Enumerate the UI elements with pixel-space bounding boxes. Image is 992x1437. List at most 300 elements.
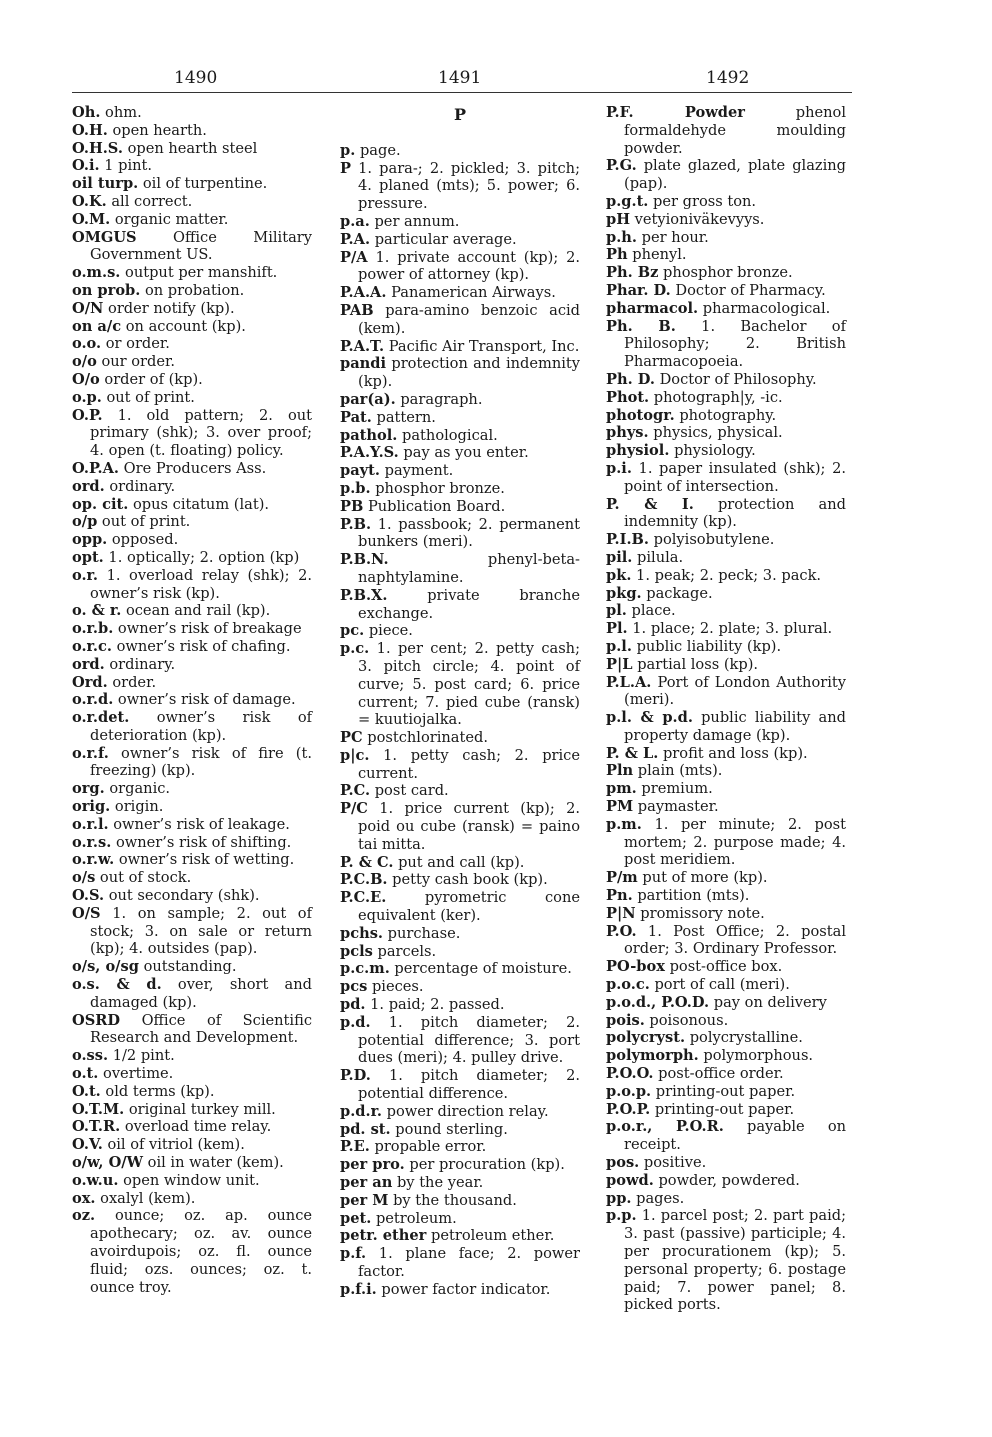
entry-definition: 1. Post Office; 2. postal order; 3. Ordinary Professor. [624, 922, 846, 958]
dictionary-entry [340, 800, 580, 853]
entry-definition: 1. price current (kp); 2. poid ou cube (ransk) = paino tai mitta. [358, 800, 580, 853]
entry-abbreviation: Ph. D. [606, 370, 655, 388]
dictionary-entry [606, 1083, 846, 1101]
entry-abbreviation: o.r.c. [72, 637, 112, 655]
dictionary-entry [606, 300, 846, 318]
dictionary-entry [72, 656, 312, 674]
entry-definition: order. [112, 673, 157, 691]
dictionary-entry [606, 496, 846, 532]
entry-definition: partition (mts). [637, 887, 750, 905]
entry-definition: Publication Board. [367, 497, 506, 515]
entry-definition: per procuration (kp). [409, 1156, 565, 1174]
entry-abbreviation: o/o [72, 353, 97, 371]
entry-definition: page. [359, 141, 401, 159]
dictionary-entry [72, 300, 312, 318]
entry-abbreviation: p.l. [606, 637, 632, 655]
dictionary-entry [606, 602, 846, 620]
entry-abbreviation: polymorph. [606, 1047, 699, 1065]
dictionary-entry [72, 1065, 312, 1083]
dictionary-entry [606, 780, 846, 798]
dictionary-entry [340, 391, 580, 409]
entry-definition: purchase. [387, 924, 461, 942]
entry-definition: ocean and rail (kp). [125, 602, 271, 620]
entry-abbreviation: P.F. Powder [606, 104, 745, 121]
dictionary-entry [72, 513, 312, 531]
entry-abbreviation: pcs [340, 978, 368, 996]
entry-definition: Pacific Air Transport, Inc. [388, 337, 580, 355]
dictionary-entry [72, 104, 312, 122]
dictionary-entry [72, 1047, 312, 1065]
dictionary-entry [340, 1192, 580, 1210]
entry-abbreviation: o.t. [72, 1065, 99, 1083]
entry-abbreviation: P/A [340, 248, 368, 266]
entry-definition: phosphor bronze. [663, 264, 793, 282]
dictionary-entry [72, 1190, 312, 1208]
entry-abbreviation: Phot. [606, 388, 650, 406]
entry-definition: Doctor of Pharmacy. [675, 281, 826, 299]
dictionary-entry [340, 1174, 580, 1192]
dictionary-entry [72, 887, 312, 905]
column-middle [340, 104, 580, 1299]
entry-abbreviation: pchs. [340, 924, 383, 942]
entry-definition: vetyioniväkevyys. [634, 210, 765, 228]
entry-definition: 1. para-; 2. pickled; 3. pitch; 4. planed (mts); 5. power; 6. pressure. [358, 159, 580, 213]
entry-definition: open hearth steel [127, 139, 258, 157]
entry-definition: percentage of moisture. [394, 960, 572, 978]
entry-definition: premium. [641, 780, 713, 798]
entry-definition: printing-out paper. [654, 1100, 795, 1118]
entry-abbreviation: opt. [72, 548, 104, 566]
entry-abbreviation: pois. [606, 1011, 645, 1029]
dictionary-entry [340, 587, 580, 623]
dictionary-entry [606, 389, 846, 407]
dictionary-entry [606, 264, 846, 282]
entry-abbreviation: O.H.S. [72, 139, 123, 157]
entry-abbreviation: photogr. [606, 406, 675, 424]
dictionary-entry [72, 175, 312, 193]
entry-definition: put of more (kp). [642, 869, 768, 887]
entry-definition: plain (mts). [637, 762, 723, 780]
entry-abbreviation: P.C.E. [340, 889, 387, 907]
entry-definition: public liability (kp). [636, 637, 782, 655]
dictionary-entry [340, 213, 580, 231]
dictionary-entry [606, 1029, 846, 1047]
entry-definition: ordinary. [109, 477, 176, 495]
dictionary-entry [340, 1281, 580, 1299]
entry-abbreviation: o.r. [72, 566, 98, 584]
entry-abbreviation: oil turp. [72, 175, 139, 193]
entry-definition: 1. passbook; 2. permanent bunkers (meri). [358, 515, 580, 551]
entry-definition: order notify (kp). [108, 299, 235, 317]
entry-abbreviation: p.b. [340, 479, 371, 497]
dictionary-entry [340, 1067, 580, 1103]
header-rule [72, 92, 852, 93]
entry-definition: para-amino benzoic acid (kem). [358, 301, 581, 337]
entry-abbreviation: PAB [340, 301, 374, 319]
dictionary-entry [340, 409, 580, 427]
dictionary-entry [340, 355, 580, 391]
entry-definition: owner’s risk of shifting. [115, 833, 292, 851]
entry-definition: phosphor bronze. [375, 479, 505, 497]
dictionary-entry [340, 747, 580, 783]
entry-definition: ounce; oz. ap. ounce apothecary; oz. av. ounce avoirdupois; oz. fl. ounce fluid; ozs. ounces; oz. t. ounce troy. [90, 1207, 313, 1296]
entry-abbreviation: o. & r. [72, 602, 122, 620]
entry-definition: owner’s risk of fire (t. freezing) (kp). [90, 744, 313, 780]
entry-definition: overload time relay. [124, 1118, 272, 1136]
entry-abbreviation: o.r.s. [72, 833, 112, 851]
entry-definition: 1. place; 2. plate; 3. plural. [632, 620, 833, 638]
entry-definition: out secondary (shk). [108, 887, 260, 905]
entry-abbreviation: O.P.A. [72, 459, 119, 477]
entry-abbreviation: o.o. [72, 335, 102, 353]
entry-abbreviation: polycryst. [606, 1029, 686, 1047]
dictionary-entry [606, 994, 846, 1012]
entry-definition: oil in water (kem). [147, 1154, 284, 1172]
dictionary-entry [606, 531, 846, 549]
entry-definition: ohm. [105, 104, 142, 121]
entry-definition: Panamerican Airways. [391, 284, 556, 302]
dictionary-entry [72, 602, 312, 620]
entry-abbreviation: P.O.P. [606, 1100, 651, 1118]
entry-abbreviation: ox. [72, 1189, 96, 1207]
section-letter: P [453, 105, 467, 124]
dictionary-entry [606, 1101, 846, 1119]
entry-definition: polycrystalline. [689, 1029, 803, 1047]
entry-abbreviation: on a/c [72, 317, 122, 335]
dictionary-entry [72, 371, 312, 389]
entry-abbreviation: p.o.d., P.O.D. [606, 993, 710, 1011]
dictionary-entry [340, 729, 580, 747]
entry-definition: polyisobutylene. [653, 531, 775, 549]
entry-definition: paymaster. [637, 798, 719, 816]
entry-definition: owner’s risk of breakage [117, 620, 302, 638]
dictionary-entry [340, 516, 580, 552]
dictionary-entry [340, 640, 580, 729]
dictionary-entry [72, 229, 312, 265]
dictionary-entry [606, 229, 846, 247]
dictionary-entry [72, 798, 312, 816]
entry-abbreviation: p.f. [340, 1245, 367, 1263]
dictionary-entry [72, 1101, 312, 1119]
entry-definition: owner’s risk of chafing. [116, 637, 291, 655]
dictionary-entry [606, 460, 846, 496]
entry-definition: 1. optically; 2. option (kp) [108, 548, 300, 566]
dictionary-entry [72, 1136, 312, 1154]
entry-abbreviation: per M [340, 1191, 389, 1209]
dictionary-entry [340, 1014, 580, 1067]
entry-definition: owner’s risk of damage. [117, 691, 296, 709]
entry-definition: Doctor of Philosophy. [659, 370, 817, 388]
entry-abbreviation: o/s, o/sg [72, 958, 139, 976]
entry-abbreviation: P.L.A. [606, 673, 652, 691]
entry-abbreviation: o.ss. [72, 1047, 109, 1065]
entry-abbreviation: op. cit. [72, 495, 129, 513]
dictionary-entry [340, 1156, 580, 1174]
entry-abbreviation: O.M. [72, 210, 111, 228]
entry-abbreviation: pl. [606, 602, 627, 620]
entry-abbreviation: P. & C. [340, 853, 394, 871]
entry-abbreviation: o.r.b. [72, 620, 114, 638]
entry-definition: out of stock. [99, 869, 192, 887]
entry-abbreviation: P|L [606, 655, 633, 673]
dictionary-entry [340, 249, 580, 285]
entry-definition: open window unit. [123, 1171, 260, 1189]
entry-definition: pay as you enter. [403, 444, 529, 462]
entry-definition: organic. [109, 780, 171, 798]
entry-definition: Ore Producers Ass. [123, 459, 267, 477]
entry-definition: owner’s risk of wetting. [118, 851, 295, 869]
entry-definition: polymorphous. [703, 1047, 814, 1065]
dictionary-entry [72, 389, 312, 407]
dictionary-entry [340, 782, 580, 800]
entry-definition: 1. per cent; 2. petty cash; 3. pitch circle; 4. point of curve; 5. post card; 6. price current; 7. pied cube (ransk) = kuutiojalka. [358, 640, 580, 729]
entry-definition: post-office order. [658, 1065, 784, 1083]
entry-definition: petroleum ether. [431, 1227, 555, 1245]
entry-definition: 1. private account (kp); 2. power of attorney (kp). [358, 248, 581, 284]
entry-abbreviation: pk. [606, 566, 632, 584]
entry-abbreviation: Pln [606, 762, 634, 780]
entry-definition: Port of London Authority (meri). [624, 673, 846, 709]
entry-abbreviation: Oh. [72, 104, 101, 121]
dictionary-entry [340, 551, 580, 587]
entry-abbreviation: PB [340, 497, 364, 515]
entry-definition: per hour. [641, 228, 709, 246]
dictionary-entry [72, 780, 312, 798]
entry-abbreviation: p|c. [340, 746, 370, 764]
entry-abbreviation: P.C.B. [340, 871, 388, 889]
entry-definition: owner’s risk of leakage. [113, 815, 290, 833]
entry-definition: payable on receipt. [624, 1118, 846, 1154]
dictionary-entry [606, 798, 846, 816]
entry-definition: pattern. [376, 408, 436, 426]
entry-abbreviation: P. & I. [606, 495, 694, 513]
entry-definition: package. [646, 584, 713, 602]
entry-abbreviation: o.w.u. [72, 1171, 119, 1189]
entry-abbreviation: o/p [72, 513, 98, 531]
entry-abbreviation: pcls [340, 942, 373, 960]
entry-abbreviation: O/S [72, 904, 101, 922]
entry-definition: 1. old pattern; 2. out primary (shk); 3. over proof; 4. open (t. floating) policy. [90, 406, 313, 460]
dictionary-entry [72, 460, 312, 478]
dictionary-entry [606, 371, 846, 389]
entry-abbreviation: o.m.s. [72, 264, 121, 282]
dictionary-entry [340, 284, 580, 302]
entry-abbreviation: P. & L. [606, 744, 659, 762]
entry-abbreviation: o/w, O/W [72, 1154, 144, 1172]
entry-definition: 1. on sample; 2. out of stock; 3. on sale or return (kp); 4. outsides (pap). [90, 904, 312, 958]
entry-definition: post-office box. [669, 958, 783, 976]
entry-definition: all correct. [111, 192, 193, 210]
entry-abbreviation: p.c. [340, 640, 370, 658]
entry-abbreviation: oz. [72, 1207, 96, 1225]
entry-abbreviation: p.d. [340, 1013, 371, 1031]
entry-definition: photography. [679, 406, 777, 424]
dictionary-entry [340, 1210, 580, 1228]
entry-abbreviation: pm. [606, 780, 637, 798]
entry-definition: petroleum. [375, 1209, 457, 1227]
entry-definition: open hearth. [112, 121, 207, 139]
entry-definition: phenyl. [632, 246, 687, 264]
dictionary-entry [72, 905, 312, 958]
entry-abbreviation: O.T.M. [72, 1100, 125, 1118]
entry-abbreviation: ord. [72, 655, 105, 673]
entry-definition: parcels. [377, 942, 437, 960]
entry-definition: protection and indemnity (kp). [624, 495, 847, 531]
entry-definition: by the year. [396, 1174, 484, 1192]
dictionary-entry [606, 923, 846, 959]
entry-abbreviation: payt. [340, 462, 380, 480]
entry-definition: Office of Scientific Research and Development. [90, 1011, 312, 1047]
dictionary-entry [72, 816, 312, 834]
entry-abbreviation: physiol. [606, 442, 670, 460]
entry-definition: on account (kp). [125, 317, 246, 335]
entry-definition: physiology. [674, 442, 756, 460]
dictionary-entry [606, 1172, 846, 1190]
entry-definition: output per manshift. [125, 264, 278, 282]
dictionary-entry [72, 140, 312, 158]
dictionary-entry [606, 1047, 846, 1065]
dictionary-entry [340, 854, 580, 872]
entry-definition: original turkey mill. [128, 1100, 276, 1118]
column-left [72, 104, 312, 1296]
entry-abbreviation: O.H. [72, 121, 108, 139]
dictionary-entry [72, 958, 312, 976]
entry-definition: pay on delivery [713, 993, 827, 1011]
entry-definition: petty cash book (kp). [392, 871, 548, 889]
entry-abbreviation: p.o.c. [606, 976, 650, 994]
entry-abbreviation: P.D. [340, 1067, 371, 1085]
dictionary-entry [606, 887, 846, 905]
entry-definition: pound sterling. [395, 1120, 508, 1138]
entry-definition: profit and loss (kp). [662, 744, 808, 762]
dictionary-entry [340, 498, 580, 516]
dictionary-entry [340, 142, 580, 160]
page-number-right: 1492 [706, 68, 750, 88]
dictionary-entry [72, 496, 312, 514]
dictionary-entry [72, 1118, 312, 1136]
entry-definition: propable error. [374, 1138, 487, 1156]
entry-definition: 1 pint. [104, 157, 153, 175]
entry-abbreviation: o.r.f. [72, 744, 109, 762]
entry-definition: per annum. [374, 212, 460, 230]
dictionary-entry [72, 851, 312, 869]
entry-abbreviation: p.o.p. [606, 1082, 652, 1100]
entry-abbreviation: opp. [72, 531, 108, 549]
entry-definition: positive. [643, 1154, 707, 1172]
entry-abbreviation: p. [340, 141, 356, 159]
entry-abbreviation: powd. [606, 1171, 654, 1189]
entry-abbreviation: petr. ether [340, 1227, 427, 1245]
dictionary-entry [72, 1207, 312, 1296]
entry-definition: 1. Bachelor of Philosophy; 2. British Pharmacopoeia. [624, 317, 846, 371]
dictionary-entry [340, 338, 580, 356]
entry-definition: power factor indicator. [381, 1280, 551, 1298]
entry-definition: 1. paper insulated (shk); 2. point of intersection. [624, 459, 846, 495]
dictionary-entry [606, 745, 846, 763]
entry-definition: owner’s risk of deterioration (kp). [90, 709, 313, 744]
dictionary-entry [72, 1172, 312, 1190]
entry-definition: postchlorinated. [367, 729, 488, 747]
dictionary-entry [72, 211, 312, 229]
entry-definition: 1/2 pint. [112, 1047, 175, 1065]
dictionary-entry [340, 925, 580, 943]
entry-abbreviation: pathol. [340, 426, 398, 444]
entry-abbreviation: P.O. [606, 922, 637, 940]
dictionary-entry [72, 834, 312, 852]
dictionary-entry [72, 531, 312, 549]
entry-definition: ordinary. [109, 655, 176, 673]
dictionary-entry [606, 762, 846, 780]
dictionary-entry [606, 442, 846, 460]
dictionary-entry [606, 246, 846, 264]
dictionary-entry [606, 1065, 846, 1083]
entry-definition: 1. pitch diameter; 2. potential difference. [358, 1067, 581, 1103]
entry-abbreviation: pd. st. [340, 1120, 391, 1138]
entry-abbreviation: OMGUS [72, 228, 137, 246]
dictionary-entry [606, 958, 846, 976]
dictionary-entry [72, 1154, 312, 1172]
dictionary-entry [72, 691, 312, 709]
dictionary-entry [606, 816, 846, 869]
dictionary-entry [72, 638, 312, 656]
dictionary-entry [72, 567, 312, 603]
dictionary-entry [340, 480, 580, 498]
dictionary-entry [72, 478, 312, 496]
entry-abbreviation: o.r.det. [72, 709, 130, 727]
entry-abbreviation: P.O.O. [606, 1065, 654, 1083]
entry-abbreviation: P.A.A. [340, 284, 387, 302]
entry-definition: pieces. [371, 978, 424, 996]
page-number-middle: 1491 [438, 68, 482, 88]
entry-abbreviation: o/s [72, 869, 96, 887]
dictionary-entry [606, 976, 846, 994]
entry-abbreviation: O.t. [72, 1082, 101, 1100]
entry-abbreviation: pd. [340, 996, 366, 1014]
entry-abbreviation: Ord. [72, 673, 108, 691]
entry-abbreviation: p.d.r. [340, 1102, 382, 1120]
entry-abbreviation: p.l. & p.d. [606, 709, 693, 727]
entry-definition: plate glazed, plate glazing (pap). [624, 157, 847, 193]
column-right [606, 104, 846, 1314]
dictionary-entry [72, 157, 312, 175]
dictionary-entry [340, 427, 580, 445]
dictionary-entry [606, 674, 846, 710]
entry-abbreviation: pos. [606, 1154, 640, 1172]
dictionary-entry [340, 231, 580, 249]
entry-definition: 1. parcel post; 2. part paid; 3. past (passive) participle; 4. per procurationem (kp); 5. personal property; 6. postage paid; 7. power panel; 8. picked ports. [624, 1207, 846, 1314]
entry-abbreviation: P.G. [606, 157, 637, 175]
entry-definition: out of print. [106, 388, 195, 406]
entry-abbreviation: Phar. D. [606, 281, 671, 299]
entry-abbreviation: ord. [72, 477, 105, 495]
entry-definition: 1. pitch diameter; 2. potential difference; 3. port dues (meri); 4. pulley drive. [358, 1013, 580, 1067]
entry-definition: 1. paid; 2. passed. [370, 996, 505, 1014]
entry-abbreviation: p.a. [340, 212, 370, 230]
dictionary-entry [340, 960, 580, 978]
entry-definition: our order. [101, 353, 176, 371]
entry-abbreviation: P/C [340, 800, 368, 818]
entry-definition: or order. [105, 335, 170, 353]
dictionary-entry [340, 1245, 580, 1281]
entry-definition: powder, powdered. [658, 1171, 800, 1189]
entry-definition: 1. petty cash; 2. price current. [358, 746, 580, 782]
entry-abbreviation: o.r.d. [72, 691, 114, 709]
entry-abbreviation: p.m. [606, 815, 642, 833]
dictionary-entry [340, 943, 580, 961]
entry-definition: phenol formaldehyde moulding powder. [624, 104, 846, 157]
entry-definition: organic matter. [114, 210, 229, 228]
entry-definition: phenyl-beta-naphtylamine. [358, 551, 580, 586]
